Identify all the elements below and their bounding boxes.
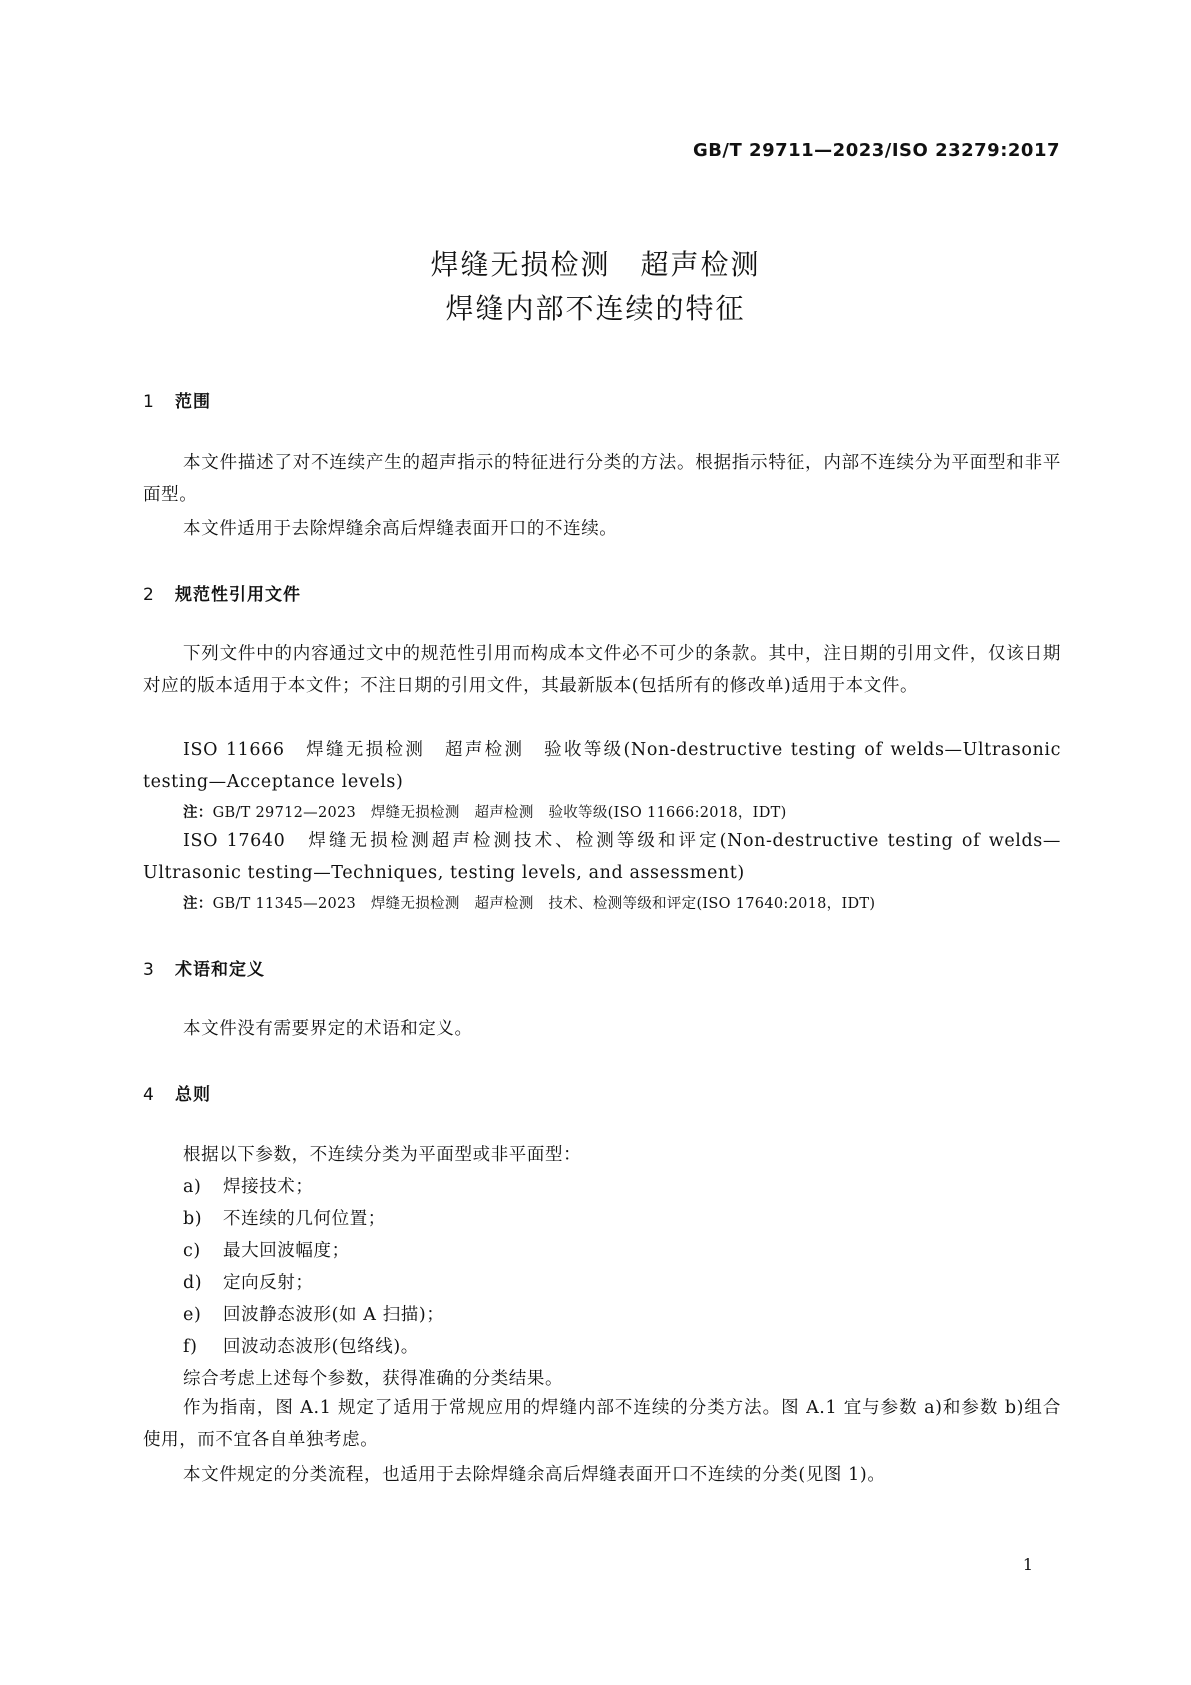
page-number: 1	[1022, 1555, 1033, 1574]
standard-code: GB/T 29711—2023/ISO 23279:2017	[692, 140, 1060, 161]
section-4-heading	[143, 1080, 211, 1105]
note-text: GB/T 29712—2023 焊缝无损检测 超声检测 验收等级(ISO 11666:2018，IDT)	[212, 805, 787, 821]
section-title: 术语和定义	[175, 960, 265, 980]
section-4-paragraph-3: 作为指南，图 A.1 规定了适用于常规应用的焊缝内部不连续的分类方法。图 A.1 宜与参数 a)和参数 b)组合使用，而不宜各自单独考虑。	[143, 1398, 1061, 1450]
list-text: 定向反射；	[223, 1273, 314, 1293]
note-2	[183, 892, 875, 913]
note-label: 注：	[183, 896, 213, 912]
section-2-heading	[143, 580, 301, 605]
list-text: 最大回波幅度；	[223, 1241, 350, 1261]
section-number: 3	[143, 960, 155, 980]
section-title: 规范性引用文件	[175, 585, 301, 605]
reference-iso-17640: ISO 17640 焊缝无损检测超声检测技术、检测等级和评定(Non-destructive testing of welds—Ultrasonic testing—Techniques, testing levels, and assessment)	[143, 831, 1061, 883]
section-4-paragraph-4: 本文件规定的分类流程，也适用于去除焊缝余高后焊缝表面开口不连续的分类(见图 1)。	[183, 1465, 886, 1485]
reference-iso-11666: ISO 11666 焊缝无损检测 超声检测 验收等级(Non-destructive testing of welds—Ultrasonic testing—Acceptance levels)	[143, 740, 1061, 792]
section-1-heading	[143, 387, 211, 412]
list-item	[183, 1301, 444, 1326]
list-text: 回波静态波形(如 A 扫描)；	[223, 1305, 445, 1325]
section-number: 4	[143, 1085, 155, 1105]
list-item	[183, 1173, 314, 1198]
list-text: 回波动态波形(包络线)。	[223, 1337, 419, 1357]
section-title: 总则	[175, 1085, 211, 1105]
list-marker: c)	[183, 1241, 201, 1261]
section-4-paragraph-2: 综合考虑上述每个参数，获得准确的分类结果。	[183, 1369, 564, 1389]
list-item	[183, 1333, 419, 1358]
note-1	[183, 801, 787, 822]
section-number: 1	[143, 392, 155, 412]
list-item	[183, 1205, 386, 1230]
section-title: 范围	[175, 392, 211, 412]
document-title-line2: 焊缝内部不连续的特征	[445, 292, 746, 325]
list-item	[183, 1237, 350, 1262]
note-text: GB/T 11345—2023 焊缝无损检测 超声检测 技术、检测等级和评定(ISO 17640:2018，IDT)	[212, 896, 876, 912]
list-item	[183, 1269, 314, 1294]
list-marker: d)	[183, 1273, 203, 1293]
note-label: 注：	[183, 805, 213, 821]
section-4-intro: 根据以下参数，不连续分类为平面型或非平面型：	[183, 1145, 582, 1165]
section-number: 2	[143, 585, 155, 605]
section-3-heading	[143, 955, 265, 980]
section-1-paragraph-2: 本文件适用于去除焊缝余高后焊缝表面开口的不连续。	[183, 519, 618, 539]
section-2-paragraph-1: 下列文件中的内容通过文中的规范性引用而构成本文件必不可少的条款。其中，注日期的引用文件，仅该日期对应的版本适用于本文件；不注日期的引用文件，其最新版本(包括所有的修改单)适用于本文件。	[143, 644, 1061, 696]
section-1-paragraph-1: 本文件描述了对不连续产生的超声指示的特征进行分类的方法。根据指示特征，内部不连续分为平面型和非平面型。	[143, 453, 1061, 505]
list-marker: f)	[183, 1337, 198, 1357]
list-text: 焊接技术；	[223, 1177, 314, 1197]
document-title-line1: 焊缝无损检测 超声检测	[430, 248, 761, 281]
list-marker: b)	[183, 1209, 203, 1229]
list-marker: e)	[183, 1305, 202, 1325]
list-marker: a)	[183, 1177, 202, 1197]
list-text: 不连续的几何位置；	[223, 1209, 386, 1229]
section-3-paragraph-1: 本文件没有需要界定的术语和定义。	[183, 1019, 473, 1039]
